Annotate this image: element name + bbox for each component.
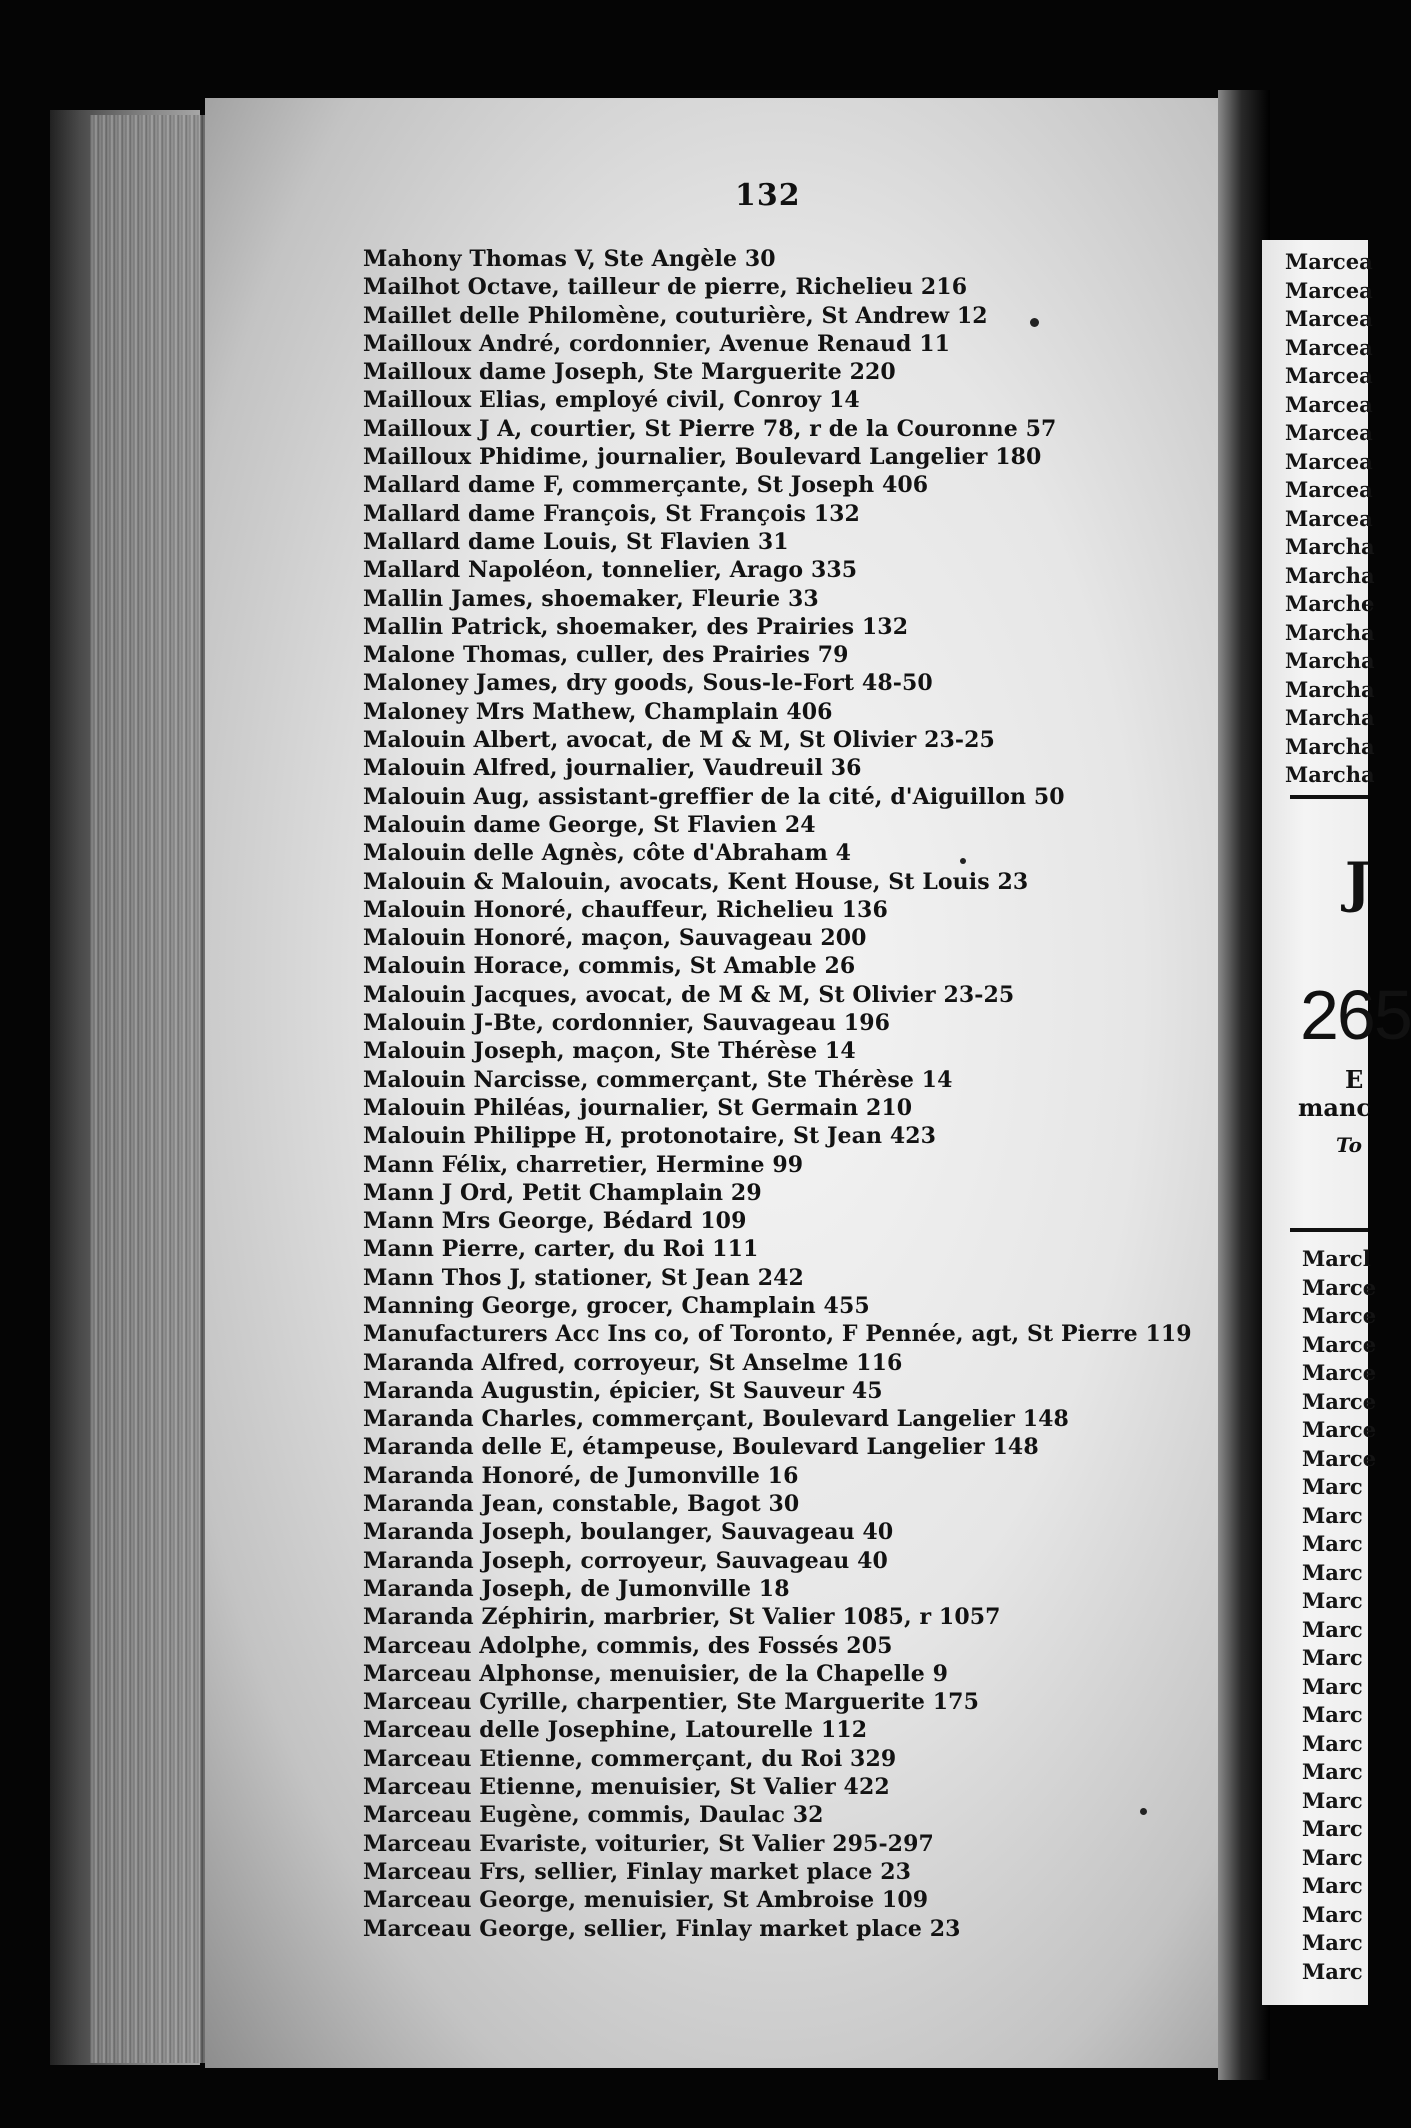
directory-entry: Malouin Alfred, journalier, Vaudreuil 36	[363, 755, 862, 782]
right-column-rule	[1290, 1228, 1368, 1232]
right-column-entry: Marc	[1302, 1502, 1363, 1528]
right-column-entry: Marc	[1302, 1645, 1363, 1670]
directory-entry: Mallard Napoléon, tonnelier, Arago 335	[363, 557, 858, 584]
page-stack-edges	[90, 115, 210, 2063]
right-column-entries-bottom	[1302, 1245, 1377, 1986]
right-ad-number: 265	[1300, 976, 1411, 1054]
right-ad-line-2: manc	[1298, 1093, 1372, 1122]
right-column-entry: Marc	[1302, 1759, 1363, 1784]
right-column-entry: Marc	[1302, 1787, 1363, 1813]
directory-entry: Malouin Joseph, maçon, Ste Thérèse 14	[363, 1038, 856, 1065]
right-column-entry: Marce	[1302, 1331, 1377, 1357]
directory-entry: Maloney James, dry goods, Sous-le-Fort 48-50	[363, 670, 933, 697]
right-column-entry: Marcha	[1285, 534, 1375, 559]
right-column-entry: Marce	[1302, 1445, 1377, 1471]
directory-entry: Mailhot Octave, tailleur de pierre, Richelieu 216	[363, 274, 968, 301]
directory-entry: Marceau George, menuisier, St Ambroise 109	[363, 1887, 929, 1914]
right-column-entry: Marcha	[1285, 733, 1375, 759]
directory-entry: Mallard dame F, commerçante, St Joseph 406	[363, 472, 929, 499]
directory-entry: Malouin J-Bte, cordonnier, Sauvageau 196	[363, 1010, 891, 1037]
directory-entry: Mann Mrs George, Bédard 109	[363, 1208, 747, 1235]
directory-entry: Marceau Alphonse, menuisier, de la Chapelle 9	[363, 1660, 948, 1687]
directory-entry: Maranda Augustin, épicier, St Sauveur 45	[363, 1377, 883, 1404]
right-column-entry: Marcea	[1285, 277, 1373, 303]
right-column-entry: Marce	[1302, 1303, 1377, 1328]
right-column-entry: Marcha	[1285, 676, 1375, 702]
right-column-entry: Marc	[1302, 1474, 1363, 1499]
right-column-entry: Marc	[1302, 1730, 1363, 1756]
right-column-entry: Marcea	[1285, 363, 1373, 388]
directory-entry: Maillet delle Philomène, couturière, St Andrew 12	[363, 302, 988, 329]
directory-entry: Mallin James, shoemaker, Fleurie 33	[363, 585, 819, 612]
right-column-entry: Marce	[1302, 1274, 1377, 1300]
directory-entry: Maranda Alfred, corroyeur, St Anselme 116	[363, 1349, 903, 1376]
directory-entry: Malouin delle Agnès, côte d'Abraham 4	[363, 840, 852, 867]
directory-entry: Maranda Joseph, boulanger, Sauvageau 40	[363, 1519, 894, 1546]
right-column-entry: Marc	[1302, 1901, 1363, 1927]
directory-entry: Malouin Honoré, chauffeur, Richelieu 136	[363, 896, 888, 923]
directory-entry: Malone Thomas, culler, des Prairies 79	[363, 642, 849, 669]
right-column-entry: Marce	[1302, 1417, 1377, 1442]
directory-entry: Mahony Thomas V, Ste Angèle 30	[363, 246, 776, 272]
right-column-entry: Marcha	[1285, 562, 1375, 588]
directory-entry: Mallard dame Louis, St Flavien 31	[363, 528, 789, 555]
directory-entry: Malouin Philéas, journalier, St Germain 210	[363, 1094, 913, 1121]
directory-entry: Mailloux Phidime, journalier, Boulevard Langelier 180	[363, 444, 1042, 471]
directory-entry: Maranda Joseph, corroyeur, Sauvageau 40	[363, 1547, 888, 1574]
page-number: 132	[735, 178, 801, 213]
directory-entry: Maranda Honoré, de Jumonville 16	[363, 1462, 799, 1489]
right-column-entry: Marcha	[1285, 705, 1375, 730]
directory-entry: Maranda Jean, constable, Bagot 30	[363, 1491, 800, 1518]
right-column-entry: Marc	[1302, 1531, 1363, 1556]
directory-entry: Marceau Adolphe, commis, des Fossés 205	[363, 1632, 893, 1659]
directory-entry: Marceau Etienne, commerçant, du Roi 329	[363, 1745, 897, 1772]
directory-entry: Maranda Charles, commerçant, Boulevard Langelier 148	[363, 1406, 1069, 1433]
right-column-entry: Marc	[1302, 1844, 1363, 1870]
right-column-entry: Marc	[1302, 1702, 1363, 1727]
directory-entry: Mann Thos J, stationer, St Jean 242	[363, 1264, 804, 1291]
ink-smudge	[1140, 1808, 1147, 1815]
directory-entry: Maloney Mrs Mathew, Champlain 406	[363, 698, 833, 725]
directory-entry: Marceau Evariste, voiturier, St Valier 295-297	[363, 1830, 934, 1857]
directory-entry: Mann Pierre, carter, du Roi 111	[363, 1236, 759, 1263]
directory-entry: Malouin Albert, avocat, de M & M, St Olivier 23-25	[363, 727, 995, 754]
directory-entry: Mann J Ord, Petit Champlain 29	[363, 1179, 762, 1206]
directory-entry: Mailloux dame Joseph, Ste Marguerite 220	[363, 359, 896, 386]
right-ad-mark: J	[1345, 850, 1371, 914]
directory-entry: Malouin Narcisse, commerçant, Ste Thérèse 14	[363, 1066, 953, 1093]
right-column-entry: Marcha	[1285, 762, 1375, 787]
right-column-entry: Marc	[1302, 1930, 1363, 1955]
directory-entry: Mann Félix, charretier, Hermine 99	[363, 1151, 804, 1178]
ink-smudge	[960, 858, 966, 864]
directory-entry: Marceau Etienne, menuisier, St Valier 422	[363, 1774, 890, 1801]
directory-entry: Manufacturers Acc Ins co, of Toronto, F Pennée, agt, St Pierre 119	[363, 1321, 1192, 1348]
right-column-entry: Marc	[1302, 1588, 1363, 1613]
directory-entry: Malouin Aug, assistant-greffier de la cité, d'Aiguillon 50	[363, 783, 1065, 810]
right-column-entry: Marcea	[1285, 420, 1373, 445]
right-column-entry: Marcea	[1285, 391, 1373, 417]
right-column-entry: Marcea	[1285, 477, 1373, 502]
directory-entry: Marceau Cyrille, charpentier, Ste Marguerite 175	[363, 1689, 979, 1716]
right-column-entry: Marce	[1302, 1360, 1377, 1385]
right-column-entry: Marc	[1302, 1673, 1363, 1699]
right-column-entry: Marcea	[1285, 505, 1373, 531]
directory-entry: Malouin Jacques, avocat, de M & M, St Olivier 23-25	[363, 981, 1015, 1008]
directory-entry: Maranda delle E, étampeuse, Boulevard Langelier 148	[363, 1434, 1039, 1461]
directory-entry: Marceau Frs, sellier, Finlay market place 23	[363, 1858, 912, 1885]
ink-smudge	[1030, 318, 1039, 327]
directory-entry: Malouin & Malouin, avocats, Kent House, St Louis 23	[363, 868, 1029, 895]
directory-entry: Mailloux J A, courtier, St Pierre 78, r de la Couronne 57	[363, 415, 1057, 442]
right-ad-line-3: To	[1336, 1133, 1362, 1157]
right-column-entry: Marcea	[1285, 306, 1373, 331]
right-ad-line-1: E	[1345, 1065, 1364, 1094]
right-column-entry: Marcha	[1285, 648, 1375, 673]
directory-entry: Mailloux Elias, employé civil, Conroy 14	[363, 387, 860, 414]
directory-entry: Maranda Joseph, de Jumonville 18	[363, 1575, 790, 1602]
right-column-entry: Marcea	[1285, 249, 1373, 274]
directory-entry: Mallard dame François, St François 132	[363, 500, 860, 527]
directory-entry: Mailloux André, cordonnier, Avenue Renaud 11	[363, 330, 951, 357]
right-column-rule	[1290, 795, 1368, 799]
right-column-entry: Marc	[1302, 1958, 1363, 1984]
directory-entry: Malouin dame George, St Flavien 24	[363, 811, 816, 838]
right-column-entry: Marc	[1302, 1873, 1363, 1898]
directory-entry: Maranda Zéphirin, marbrier, St Valier 1085, r 1057	[363, 1604, 1001, 1631]
directory-entries	[363, 245, 1283, 1943]
directory-entry: Marceau George, sellier, Finlay market place 23	[363, 1915, 961, 1942]
right-column-entry: Marcea	[1285, 448, 1373, 474]
right-column-entry: Marcl	[1302, 1246, 1371, 1271]
directory-entry: Malouin Honoré, maçon, Sauvageau 200	[363, 925, 867, 952]
right-column-entry: Marcha	[1285, 619, 1375, 645]
directory-entry: Marceau delle Josephine, Latourelle 112	[363, 1717, 868, 1744]
directory-entry: Manning George, grocer, Champlain 455	[363, 1292, 870, 1319]
right-column-entries-top	[1285, 248, 1375, 790]
right-column-entry: Marce	[1302, 1388, 1377, 1414]
directory-entry: Marceau Eugène, commis, Daulac 32	[363, 1802, 824, 1829]
directory-entry: Malouin Horace, commis, St Amable 26	[363, 953, 856, 980]
right-column-entry: Marc	[1302, 1816, 1363, 1841]
right-column-entry: Marche	[1285, 591, 1375, 616]
right-column-entry: Marc	[1302, 1559, 1363, 1585]
right-column-entry: Marc	[1302, 1616, 1363, 1642]
directory-entry: Malouin Philippe H, protonotaire, St Jean 423	[363, 1123, 937, 1150]
right-column-entry: Marcea	[1285, 334, 1373, 360]
directory-entry: Mallin Patrick, shoemaker, des Prairies 132	[363, 613, 909, 640]
